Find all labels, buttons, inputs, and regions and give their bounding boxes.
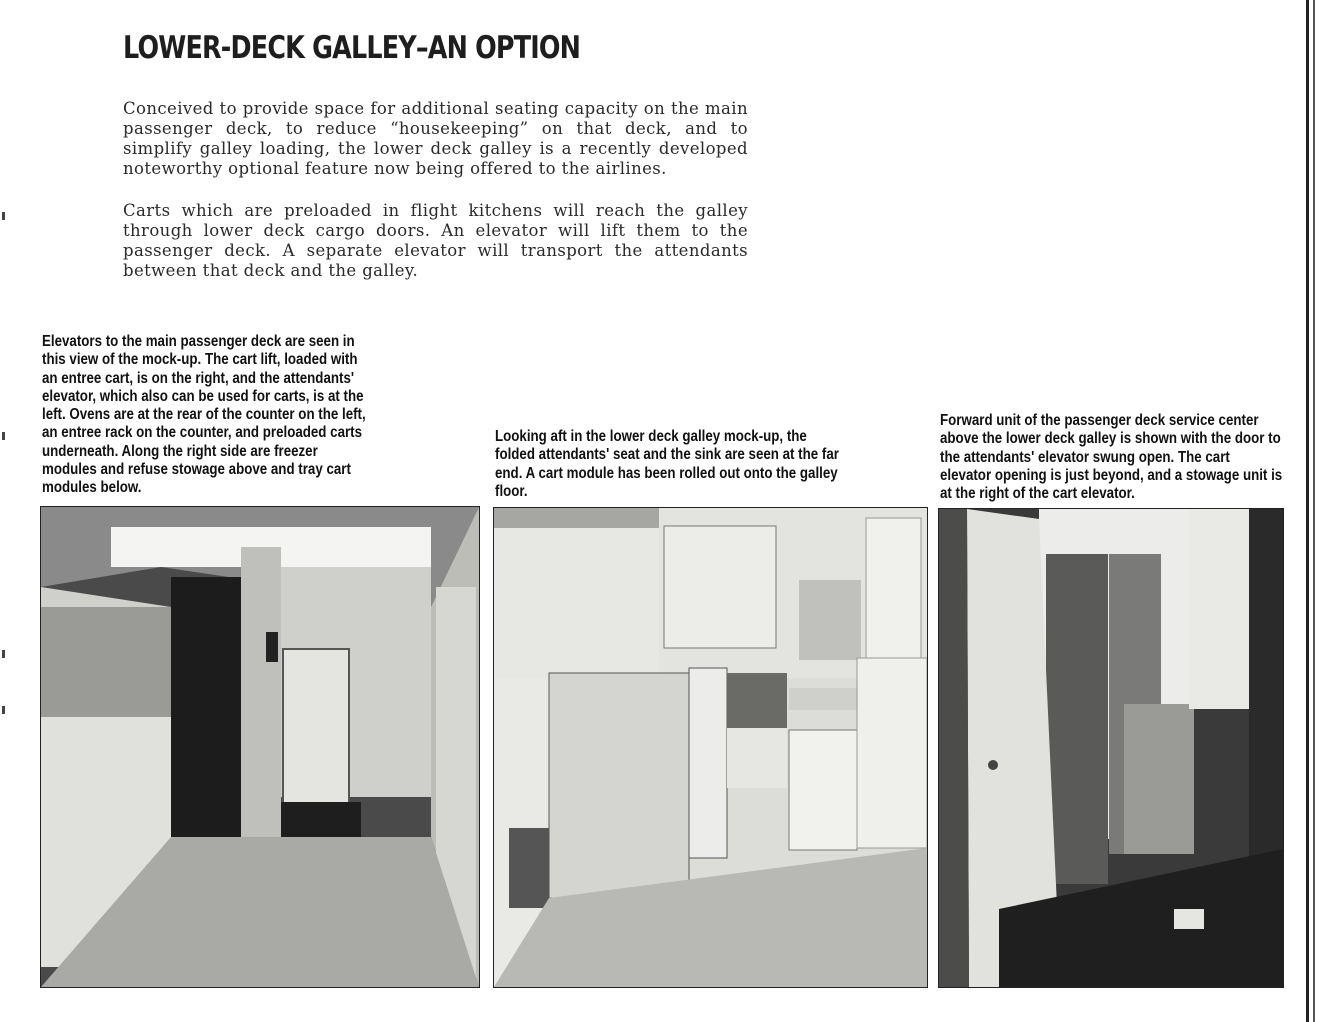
page-edge-shadow [1313,0,1315,1022]
binding-mark [2,432,5,440]
binding-mark [2,706,5,714]
figure-1-caption: Elevators to the main passenger deck are seen in this view of the mock-up. The cart lift, loaded with an entree cart, is on the right, and the attendants' elevator, which also can be used for carts, is at the left. Ovens are at the rear of the counter on the left, an entree rack on the counter, and preloaded carts underneath. Along the right side are freezer modules and refuse stowage above and tray cart modules below. [42,333,366,497]
binding-mark [2,650,5,658]
page-edge [1306,0,1309,1022]
service-center-photo [939,509,1283,987]
intro-paragraph: Conceived to provide space for additional seating capacity on the main passenger deck, to reduce “housekeeping” on that deck, and to simplify galley loading, the lower deck galley is a recently developed noteworthy optional feature now being offered to the airlines. [123,99,748,178]
figure-3-caption: Forward unit of the passenger deck service center above the lower deck galley is shown with the door to the attendants' elevator swung open. The cart elevator opening is just beyond, and a stowage unit is at the right of the cart elevator. [940,412,1283,503]
page-title: LOWER-DECK GALLEY–AN OPTION [123,30,581,66]
galley-aft-photo [494,508,927,987]
figure-2-caption: Looking aft in the lower deck galley mock-up, the folded attendants' seat and the sink are seen at the far end. A cart module has been rolled out onto the galley floor. [495,428,839,500]
cart-paragraph: Carts which are preloaded in flight kitchens will reach the galley through lower deck cargo doors. An elevator will lift them to the passenger deck. A separate elevator will transport the attendants between that deck and the galley. [123,201,748,280]
figure-1-photo [40,506,480,988]
figure-2-photo [493,507,928,988]
galley-elevators-photo [41,507,479,987]
figure-3-photo [938,508,1284,988]
binding-mark [2,212,5,220]
